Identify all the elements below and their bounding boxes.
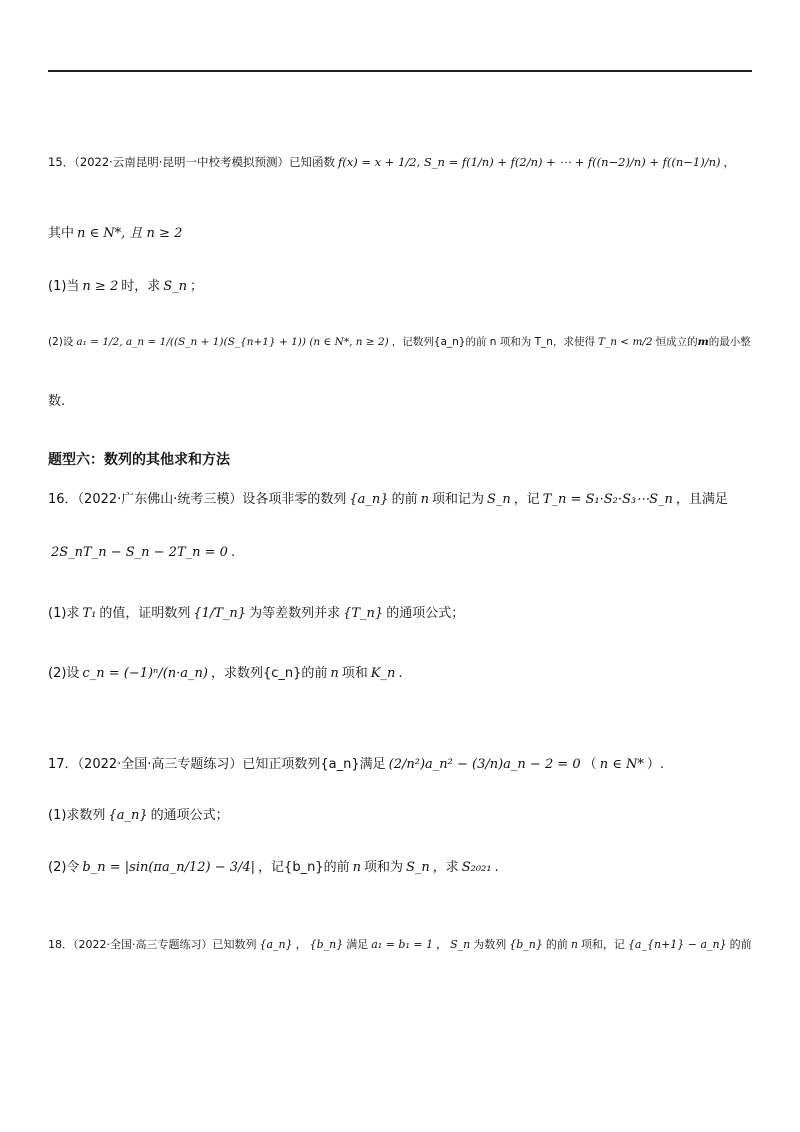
q17-part2 [48,858,499,878]
section-title: 题型六：数列的其他求和方法 [48,452,230,468]
q17-text1: （ [583,757,597,772]
q15-line1 [48,152,735,172]
q17-part2-text-e: . [494,860,499,875]
q16-part2-text-d: . [398,666,403,681]
q16-part1-math2: {1/T_n} [193,606,247,621]
q18-math7: {a_{n+1} − a_n} [627,938,727,951]
q16-part2-math2: n [330,666,339,681]
q15-part1-math1: n ≥ 2 [82,279,119,294]
q16-part1-math3: {T_n} [343,606,384,621]
q18-text4: 为数列 [473,938,507,951]
q16-math3: S_n [486,492,511,507]
q17-part1-math1: {a_n} [108,808,148,823]
q15-tail: ， [723,155,735,169]
q16-part2-math3: K_n [370,666,396,681]
q17-part1-text-b: 的通项公式； [150,808,229,823]
q16-part2 [48,664,403,684]
q18-text2: 满足 [346,938,369,951]
q16-text1: 的前 [391,492,418,507]
q17-part2-math4: S₂₀₂₁ [461,860,492,875]
q16-part2-text-c: 项和 [341,666,368,681]
q15-part2-text-c: 恒成立的 [655,336,698,348]
q15-intro: 15．（2022·云南昆明·昆明一中校考模拟预测）已知函数 [48,155,335,169]
q16-equation [48,543,235,563]
q18-math6: n [570,938,578,951]
q16-line1 [48,490,728,510]
q15-part2-text-e: 数. [48,394,66,409]
q17-part2-math1: b_n = |sin(πa_n/12) − 3/4| [82,860,256,875]
q16-part2-math1: c_n = (−1)ⁿ/(n·a_n) [82,666,208,681]
q16-text3: ，记 [513,492,540,507]
q17-part2-text-c: 项和为 [363,860,403,875]
q17-part2-text-a: (2)令 [48,860,80,875]
q18-text5: 的前 [545,938,568,951]
q16-part1-text-c: 为等差数列并求 [249,606,341,621]
q17-math2: n ∈ N* [599,757,644,772]
q17-part1 [48,806,229,826]
q16-part1-math1: T₁ [82,606,97,621]
q16-eq: 2S_nT_n − S_n − 2T_n = 0 [51,545,228,560]
q16-part2-text-a: (2)设 [48,666,80,681]
q15-formula: f(x) = x + 1/2, S_n = f(1/n) + f(2/n) + ⋯ + f((n−2)/n) + f((n−1)/n) [337,155,721,169]
q17-part1-text-a: (1)求数列 [48,808,106,823]
q15-part1-math2: S_n [163,279,188,294]
q17-part2-text-d: ，求 [432,860,459,875]
q18-text3: ， [436,938,448,951]
q18-text6: 项和，记 [580,938,625,951]
q16-intro: 16．（2022·广东佛山·统考三模）设各项非零的数列 [48,492,347,507]
q16-part1-text-b: 的值，证明数列 [99,606,191,621]
q16-part1-text-a: (1)求 [48,606,80,621]
q18-math3: a₁ = b₁ = 1 [371,938,434,951]
q16-part2-text-b: ，求数列{c_n}的前 [210,666,328,681]
q18-math2: {b_n} [309,938,344,951]
q17-text2: ）. [646,757,664,772]
header-rule [48,70,752,72]
q16-part1 [48,604,464,624]
q16-eq-end: . [230,545,236,560]
q18-math4: S_n [450,938,471,951]
q18-text7: 的前 [729,938,752,951]
q15-part2-m: m [697,336,709,348]
q17-intro: 17．（2022·全国·高三专题练习）已知正项数列{a_n}满足 [48,757,386,772]
q15-part2-math2: T_n < m/2 [597,336,653,348]
q15-part2-cont [48,392,65,412]
q16-math1: {a_n} [349,492,389,507]
q15-part2 [48,332,751,352]
q16-part1-text-d: 的通项公式； [386,606,465,621]
q17-part2-text-b: ，记{b_n}的前 [258,860,350,875]
q18-math5: {b_n} [509,938,543,951]
q16-math2: n [420,492,429,507]
q15-part1-text-a: (1)当 [48,279,80,294]
q15-cond: n ∈ N*, 且 n ≥ 2 [77,226,183,241]
q18-line1 [48,935,752,955]
q15-part2-math1: a₁ = 1/2, a_n = 1/((S_n + 1)(S_{n+1} + 1)) (n ∈ N*, n ≥ 2) [76,336,389,348]
q17-line1 [48,755,664,775]
q17-part2-math3: S_n [405,860,430,875]
q15-part1-text-b: 时，求 [121,279,161,294]
q16-math4: T_n = S₁·S₂·S₃⋯S_n [542,492,673,507]
q15-part1 [48,277,203,297]
q17-part2-math2: n [352,860,361,875]
q15-line2 [48,224,185,244]
q17-math1: (2/n²)a_n² − (3/n)a_n − 2 = 0 [388,757,581,772]
q18-intro: 18．（2022·全国·高三专题练习）已知数列 [48,938,257,951]
q15-cond-prefix: 其中 [48,226,75,241]
q15-part2-text-b: ，记数列{a_n}的前 n 项和为 T_n，求使得 [391,336,595,348]
q16-text4: ，且满足 [675,492,728,507]
q15-part1-text-c: ； [190,279,204,294]
q18-text1: ， [295,938,307,951]
q16-text2: 项和记为 [431,492,484,507]
q15-part2-text-a: (2)设 [48,336,74,348]
q15-part2-text-d: 的最小整 [708,336,751,348]
q18-math1: {a_n} [259,938,293,951]
